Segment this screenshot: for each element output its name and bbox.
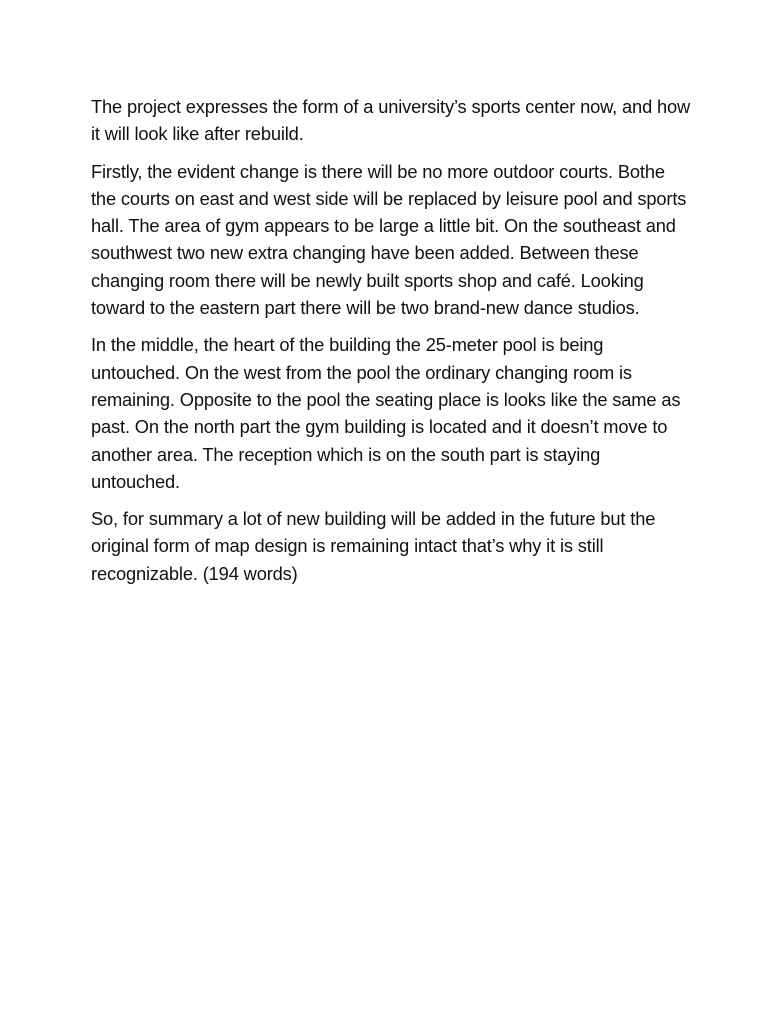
paragraph-intro: The project expresses the form of a university’s sports center now, and how it will look like after rebuild. (91, 96, 691, 145)
paragraph-changes: Firstly, the evident change is there will be no more outdoor courts. Bothe the courts on east and west side will be replaced by leisure pool and sports hall. The area of gym appears to be large a little bit. On the southeast and southwest two new extra changing have been added. Between these changing room there will be newly built sports shop and café. Looking toward to the eastern part there will be two brand-new dance studios. (91, 160, 687, 319)
paragraph-summary: So, for summary a lot of new building will be added in the future but the original form of map design is remaining intact that’s why it is still recognizable. (194 words) (91, 508, 656, 584)
paragraph-unchanged: In the middle, the heart of the building the 25-meter pool is being untouched. On the west from the pool the ordinary changing room is remaining. Opposite to the pool the seating place is looks like the same as past. On the north part the gym building is located and it doesn’t move to another area. The reception which is on the south part is staying untouched. (91, 334, 681, 492)
document-body (91, 93, 691, 597)
